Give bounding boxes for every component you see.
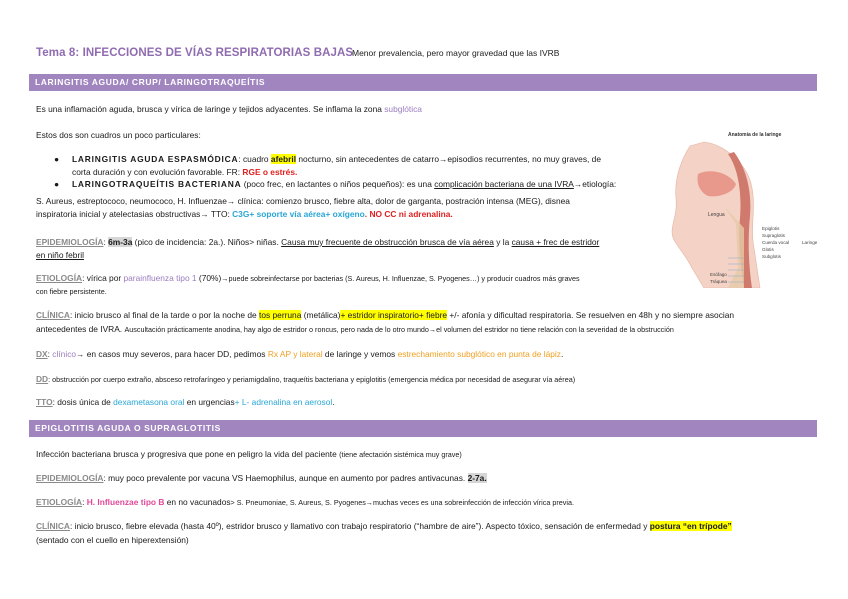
- label-traquea: Tráquea: [710, 279, 727, 284]
- case-list: [36, 153, 666, 191]
- laringitis-epidemiologia: [36, 236, 599, 249]
- epiglotitis-etiologia: [36, 496, 574, 510]
- laringitis-intro: [36, 103, 422, 116]
- case1-afebril: afebril: [270, 154, 297, 164]
- label-lengua: Lengua: [708, 212, 725, 218]
- eti-label: ETIOLOGÍA: [36, 273, 83, 283]
- label-epiglotis: Epiglotis: [762, 226, 780, 231]
- epi-age: 6m-3a: [108, 237, 133, 247]
- epiglotitis-epidemiologia: [36, 472, 487, 485]
- epi-text-b: (pico de incidencia: 2a.). Niños> niñas.: [132, 237, 282, 247]
- case2-tto: [36, 208, 453, 221]
- epiglotitis-clinica: [36, 520, 826, 533]
- list-item: [36, 178, 666, 191]
- laringitis-epidemiologia-cont: [36, 249, 84, 262]
- tto-label: TTO: [36, 397, 53, 407]
- epi-underline-1: Causa muy frecuente de obstrucción brusca de vía aérea: [281, 237, 494, 247]
- eti-small: →puede sobreinfectarse por bacterias (S. Aureus, H. Influenzae, S. Pyogenes…) y producir cuadros más graves: [221, 274, 580, 283]
- eti-parainfluenza: parainfluenza tipo 1: [123, 273, 197, 283]
- dx-rx: Rx AP y lateral: [267, 349, 323, 359]
- dx-text-c: de laringe y vemos: [322, 349, 398, 359]
- label-esofago: Esófago: [710, 272, 727, 277]
- cli-label: CLÍNICA: [36, 310, 70, 320]
- epig-epi-label: EPIDEMIOLOGÍA: [36, 473, 104, 483]
- eti-text-a: : vírica por: [82, 273, 124, 283]
- epig-eti-text-b: en no vacunados: [164, 497, 231, 507]
- cli-estridor: + estridor inspiratorio+ fiebre: [340, 310, 448, 320]
- case1-fr: RGE o estrés.: [242, 166, 298, 177]
- tto-dexametasona: dexametasona oral: [113, 397, 185, 407]
- cli-text-a: : inicio brusco al final de la tarde o por la noche de: [69, 310, 259, 320]
- dx-text-b: → en casos muy severos, para hacer DD, pedimos: [76, 349, 268, 359]
- dx-text-d: .: [560, 349, 564, 359]
- case1-text-b: nocturno, sin antecedentes de catarro→episodios recurrentes, no muy graves, de: [296, 154, 601, 164]
- bullet-icon: ●: [54, 179, 60, 189]
- eti-text-b: (70%): [196, 273, 222, 283]
- epig-eti-small: > S. Pneumoniae, S. Aureus, S. Pyogenes→muchas veces es una sobreinfección de infección vírica previa.: [230, 498, 574, 507]
- epig-cli-text: : inicio brusco, fiebre elevada (hasta 40º), estridor brusco y llamativo con trabajo respiratorio (“hambre de aire”). Aspecto tóxico, sensación de enfermedad y: [69, 521, 650, 531]
- tto-text-b: en urgencias: [184, 397, 235, 407]
- laringitis-clinica: [36, 309, 734, 322]
- laringitis-etiologia-cont: con fiebre persistente.: [36, 287, 107, 296]
- case1-text-a: : cuadro: [238, 154, 271, 164]
- case1-name: LARINGITIS AGUDA ESPASMÓDICA: [72, 154, 239, 164]
- page-title: Tema 8: INFECCIONES DE VÍAS RESPIRATORIAS BAJAS: [36, 47, 354, 59]
- case2-text-d: inspiratoria inicial y atelectasias obstructivas→ TTO:: [36, 209, 233, 219]
- epi-underline-2: causa + frec de estridor: [511, 237, 600, 247]
- case2-text-a: (poco frec, en lactantes o niños pequeños): es una: [241, 179, 435, 189]
- dx-sep: :: [47, 349, 53, 359]
- cli-text-c: +/- afonía y dificultad respiratoria. Se resuelven en 48h y no siempre asocian: [447, 310, 735, 320]
- intro-text: Es una inflamación aguda, brusca y vírica de laringe y tejidos adyacentes. Se inflama la zona: [36, 104, 385, 114]
- epig-eti-hib: H. Influenzae tipo B: [86, 497, 165, 507]
- page-subtitle: Menor prevalencia, pero mayor gravedad que las IVRB: [352, 48, 560, 58]
- laringitis-tto: [36, 396, 335, 409]
- cli-text-d: antecedentes de IVRA.: [36, 324, 125, 334]
- epig-cli-tripode: postura “en trípode”: [649, 521, 732, 531]
- epig-epi-text: : muy poco prevalente por vacuna VS Haemophilus, aunque en aumento por padres antivacunas.: [103, 473, 468, 483]
- intro-subglotica: subglótica: [384, 104, 422, 114]
- laringe-anatomy-figure: [664, 128, 828, 288]
- laringitis-dd: [36, 373, 575, 387]
- dd-text: : obstrucción por cuerpo extraño, absceso retrofaríngeo y periamigdalino, traqueítis bacteriana y epiglotitis (emergencia médica por necesidad de asegurar vía aérea): [48, 375, 576, 384]
- case2-cyan: C3G+ soporte vía aérea+ oxígeno: [232, 209, 365, 219]
- section-bar-epiglotitis: EPIGLOTITIS AGUDA O SUPRAGLOTITIS: [29, 420, 817, 437]
- case2-underline: complicación bacteriana de una IVRA: [434, 179, 574, 189]
- case2-text-c: S. Aureus, estreptococo, neumococo, H. Influenzae→ clínica: comienzo brusco, fiebre alta, dolor de garganta, postración intensa (MEG), disnea: [36, 196, 570, 206]
- epiglotitis-intro: [36, 448, 462, 462]
- epig-intro-small: (tiene afectación sistémica muy grave): [339, 450, 462, 459]
- case2-red: . NO CC ni adrenalina.: [364, 209, 453, 219]
- laringe-illustration: [664, 128, 828, 288]
- tto-text-a: : dosis única de: [52, 397, 114, 407]
- laringitis-clinica-cont: [36, 323, 674, 337]
- epig-cli-label: CLÍNICA: [36, 521, 70, 531]
- cli-small: Auscultación prácticamente anodina, hay algo de estridor o roncus, pero nada de lo otro mundo→el volumen del estridor no tiene relación con la severidad de la obstrucción: [124, 325, 674, 334]
- dx-label: DX: [36, 349, 48, 359]
- epi-text-c: y la: [493, 237, 512, 247]
- tto-text-c: .: [332, 397, 335, 407]
- epig-eti-label: ETIOLOGÍA: [36, 497, 83, 507]
- dx-estrechamiento: estrechamiento subglótico en punta de lápiz: [397, 349, 561, 359]
- two-cases-text: Estos dos son cuadros un poco particulares:: [36, 130, 201, 140]
- laringitis-dx: [36, 348, 563, 361]
- tto-adrenalina: + L- adrenalina en aerosol: [234, 397, 333, 407]
- laringitis-etiologia: [36, 272, 580, 286]
- cli-text-b: (metálica): [301, 310, 341, 320]
- epig-intro-text: Infección bacteriana brusca y progresiva que pone en peligro la vida del paciente: [36, 449, 340, 459]
- label-supraglotis: Supraglotis: [762, 233, 785, 238]
- cli-tos-perruna: tos perruna: [259, 310, 302, 320]
- list-item: [36, 153, 666, 166]
- dd-label: DD: [36, 374, 49, 384]
- epi-label: EPIDEMIOLOGÍA: [36, 237, 104, 247]
- figure-title: Anatomía de la laringe: [728, 132, 782, 138]
- dx-clinico: clínico: [52, 349, 77, 359]
- case1-text-c: corta duración y con evolución favorable. FR:: [72, 166, 243, 177]
- label-laringe: Laringe: [802, 240, 818, 245]
- case2-name: LARINGOTRAQUEÍTIS BACTERIANA: [72, 179, 242, 189]
- label-cuerda-vocal: Cuerda vocal: [762, 240, 790, 245]
- epiglotitis-clinica-cont: (sentado con el cuello en hiperextensión): [36, 535, 189, 545]
- case2-text-b: →etiología:: [573, 179, 617, 189]
- epi-underline-3: en niño febril: [36, 250, 84, 260]
- epig-eti-sep: :: [82, 497, 87, 507]
- list-item: [36, 166, 666, 179]
- label-glotis: Glotis: [762, 247, 774, 252]
- bullet-icon: ●: [54, 154, 60, 164]
- epi-sep: :: [103, 237, 109, 247]
- label-subglotis: Subglotis: [762, 254, 781, 259]
- section-bar-laringitis: LARINGITIS AGUDA/ CRUP/ LARINGOTRAQUEÍTIS: [29, 74, 817, 91]
- epig-epi-age: 2-7a.: [467, 473, 487, 483]
